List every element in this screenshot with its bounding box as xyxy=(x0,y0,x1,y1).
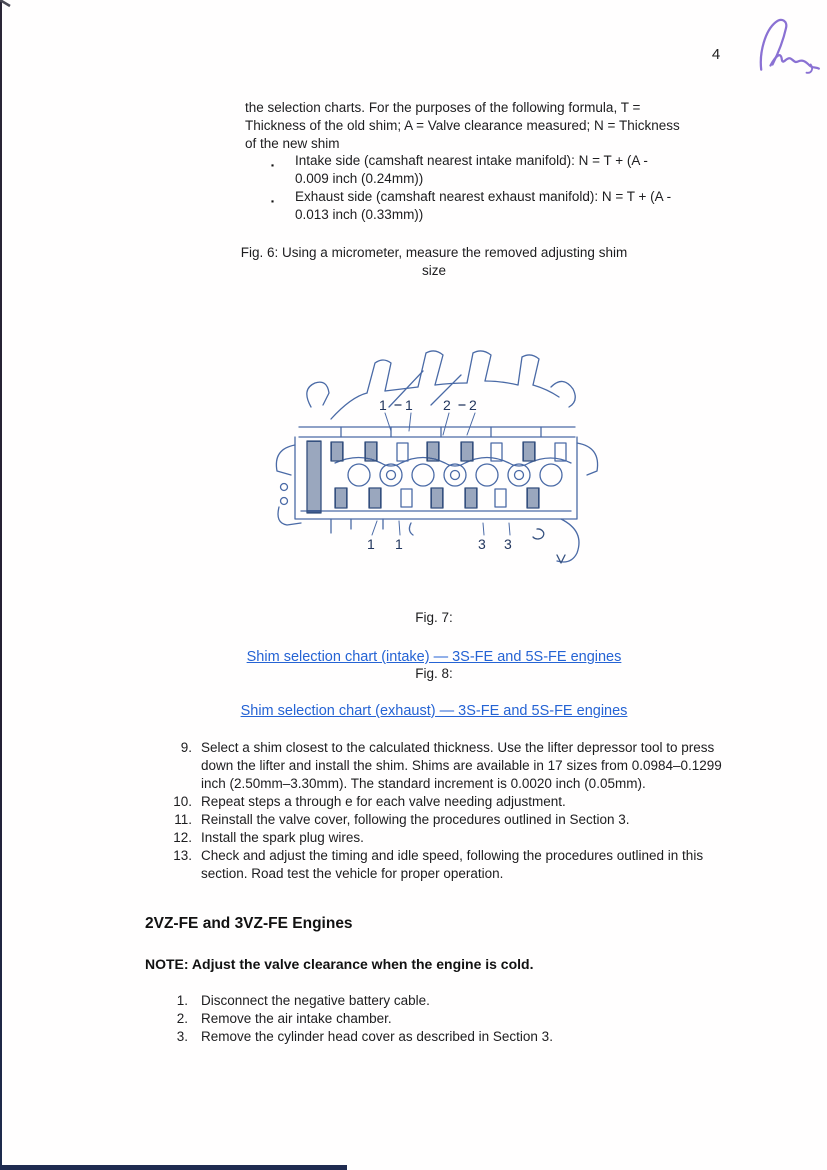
section-heading: 2VZ-FE and 3VZ-FE Engines xyxy=(145,915,353,932)
step-item xyxy=(148,1010,728,1028)
scan-corner-mark xyxy=(0,0,14,10)
step-text: Check and adjust the timing and idle speed, following the procedures outlined in this section. Road test the vehicle for proper operation. xyxy=(201,848,704,881)
scan-edge-left-line xyxy=(0,0,2,1170)
step-text: Remove the cylinder head cover as described in Section 3. xyxy=(201,1029,553,1044)
diagram-label: 3 xyxy=(504,536,512,552)
step-item xyxy=(148,793,728,811)
procedure-steps-1-3 xyxy=(148,992,728,1046)
step-number: 13. xyxy=(173,848,192,863)
fig7-label: Fig. 7: xyxy=(415,610,453,625)
diagram-labels xyxy=(367,397,512,552)
step-number: 9. xyxy=(180,740,192,755)
diagram-label: 1 xyxy=(405,397,413,413)
diagram-linework xyxy=(276,351,597,563)
engine-head-diagram xyxy=(271,347,603,571)
list-item xyxy=(271,152,673,188)
step-number: 12. xyxy=(173,830,192,845)
diagram-label: 1 xyxy=(395,536,403,552)
step-item xyxy=(148,1028,728,1046)
note-text: NOTE: Adjust the valve clearance when the engine is cold. xyxy=(145,956,534,972)
step-text: Select a shim closest to the calculated thickness. Use the lifter depressor tool to press down the lifter and install the shim. Shims are available in 17 sizes from 0.0984–0.1299 inch (2.50mm–3.30mm). The standard increment is 0.0020 inch (0.05mm). xyxy=(201,740,722,791)
step-text: Install the spark plug wires. xyxy=(201,830,364,845)
step-item xyxy=(148,847,728,883)
step-number: 10. xyxy=(173,794,192,809)
diagram-label: 2 xyxy=(469,397,477,413)
scan-edge-bottom-bar xyxy=(0,1165,347,1170)
step-number: 1. xyxy=(176,993,188,1008)
step-item xyxy=(148,811,728,829)
formula-bullet-list xyxy=(271,152,673,224)
step-text: Remove the air intake chamber. xyxy=(201,1011,392,1026)
step-text: Disconnect the negative battery cable. xyxy=(201,993,430,1008)
fig7-link-row xyxy=(114,648,754,666)
fig6-caption-text: Fig. 6: Using a micrometer, measure the removed adjusting shim size xyxy=(240,245,628,278)
shim-chart-intake-link[interactable]: Shim selection chart (intake) — 3S-FE and 5S-FE engines xyxy=(246,649,622,665)
step-item xyxy=(148,992,728,1010)
step-item xyxy=(148,739,728,793)
step-text: Repeat steps a through e for each valve needing adjustment. xyxy=(201,794,566,809)
step-item xyxy=(148,829,728,847)
page-number: 4 xyxy=(711,46,721,63)
fig8-link-row xyxy=(114,702,754,720)
diagram-label: 1 xyxy=(379,397,387,413)
step-number: 2. xyxy=(176,1011,188,1026)
bullet-text: Intake side (camshaft nearest intake manifold): N = T + (A - 0.009 inch (0.24mm)) xyxy=(295,153,648,186)
intro-paragraph: the selection charts. For the purposes of the following formula, T = Thickness of the old shim; A = Valve clearance measured; N = Thickness of the new shim xyxy=(245,100,680,151)
diagram-label: 1 xyxy=(367,536,375,552)
fig6-caption xyxy=(114,244,754,280)
step-number: 11. xyxy=(174,812,192,827)
procedure-steps-9-13 xyxy=(148,739,728,883)
bullet-marker: ▪ xyxy=(271,196,275,206)
bullet-marker: ▪ xyxy=(271,160,275,170)
bullet-text: Exhaust side (camshaft nearest exhaust manifold): N = T + (A - 0.013 inch (0.33mm)) xyxy=(295,189,672,222)
handwritten-signature xyxy=(754,15,824,81)
diagram-label: 2 xyxy=(443,397,451,413)
diagram-label: 3 xyxy=(478,536,486,552)
step-number: 3. xyxy=(176,1029,188,1044)
shim-chart-exhaust-link[interactable]: Shim selection chart (exhaust) — 3S-FE and 5S-FE engines xyxy=(240,703,628,719)
fig8-label: Fig. 8: xyxy=(415,666,453,681)
step-text: Reinstall the valve cover, following the procedures outlined in Section 3. xyxy=(201,812,630,827)
list-item xyxy=(271,188,673,224)
